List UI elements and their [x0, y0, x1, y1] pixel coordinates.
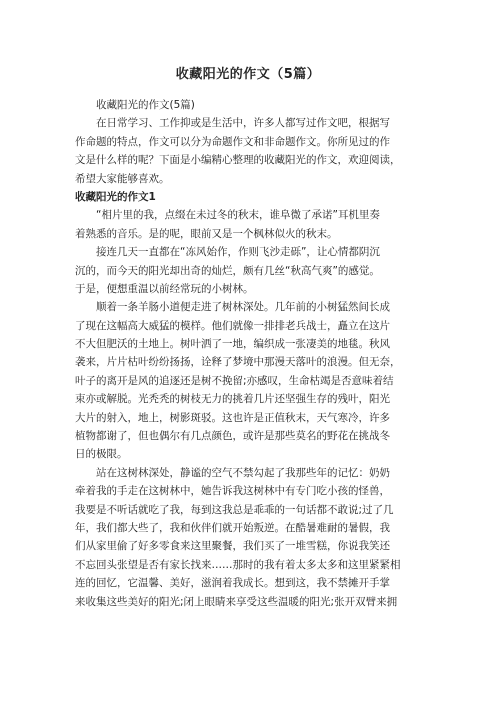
text-line: 沉的，而今天的阳光却出奇的灿烂，颇有几丝“秋高气爽”的感觉。	[75, 264, 380, 277]
text-line: 连的回忆，它温馨、美好，滋润着我成长。想到这，我不禁摊开手掌	[75, 577, 390, 590]
text-line: 作命题的特点，作文可以分为命题作文和非命题作文。你所见过的作	[75, 135, 390, 148]
text-line: 顺着一条羊肠小道便走进了树林深处。几年前的小树猛然间长成	[96, 301, 390, 314]
text-line: 日的极限。	[75, 448, 128, 461]
text-line: 希望大家能够喜欢。	[75, 172, 170, 185]
text-line: 着熟悉的音乐。是的呢，眼前又是一个枫林似火的秋末。	[75, 227, 338, 240]
text-line: 牵着我的手走在这树林中，她告诉我这树林中有专门吃小孩的怪兽，	[75, 485, 390, 498]
text-line: 站在这树林深处，静谧的空气不禁勾起了我那些年的记忆：奶奶	[96, 466, 390, 479]
text-line: 大片的射入，地上，树影斑驳。这也许是正值秋末，天气寒冷，许多	[75, 411, 390, 424]
section-heading: 收藏阳光的作文1	[75, 190, 156, 203]
text-line: 年，我们都大些了，我和伙伴们就开始叛逆。在酷暑难耐的暑假，我	[75, 521, 390, 534]
text-line: 我要是不听话就吃了我，每到这我总是乖乖的一句话都不敢说;过了几	[75, 503, 394, 516]
document-title: 收藏阳光的作文（5篇）	[175, 67, 321, 82]
text-line: 们从家里偷了好多零食来这里聚餐，我们买了一堆雪糕，你说我笑还	[75, 540, 390, 553]
text-line: 植物都谢了，但也偶尔有几点颜色，或许是那些莫名的野花在挑战冬	[75, 430, 390, 443]
text-line: 于是，便想重温以前经常玩的小树林。	[75, 282, 254, 295]
text-line: 束亦或解脱。光秃秃的树枝无力的挑着几片还坚强生存的残叶，阳光	[75, 393, 390, 406]
text-line: 了现在这幅高大威猛的模样。他们就像一排排老兵战士，矗立在这片	[75, 319, 390, 332]
text-line: 文是什么样的呢？下面是小编精心整理的收藏阳光的作文，欢迎阅读，	[75, 154, 401, 167]
text-line: 收藏阳光的作文(5篇)	[96, 99, 195, 111]
text-line: “相片里的我，点缀在未过冬的秋末，谁阜微了承诺”耳机里奏	[96, 209, 380, 222]
text-line: 叶子的离开是风的追逐还是树不挽留;亦感叹，生命枯竭是否意味着结	[75, 374, 394, 387]
document-body	[75, 96, 422, 611]
text-line: 不大但肥沃的土地上。树叶洒了一地，编织成一张凄美的地毯。秋风	[75, 338, 390, 351]
text-line: 在日常学习、工作抑或是生活中，许多人都写过作文吧，根据写	[96, 117, 390, 130]
text-line: 接连几天一直都在“冻风始作，作则飞沙走砾”，让心情都阴沉	[96, 246, 380, 259]
text-line: 袭来，片片枯叶纷纷扬扬，诠释了梦境中那漫天落叶的浪漫。但无奈，	[75, 356, 401, 369]
text-line: 来收集这些美好的阳光;闭上眼睛来享受这些温暖的阳光;张开双臂来拥	[75, 595, 398, 608]
text-line: 不忘回头张望是否有家长找来……那时的我有着太多太多和这里紧紧相	[75, 558, 401, 571]
